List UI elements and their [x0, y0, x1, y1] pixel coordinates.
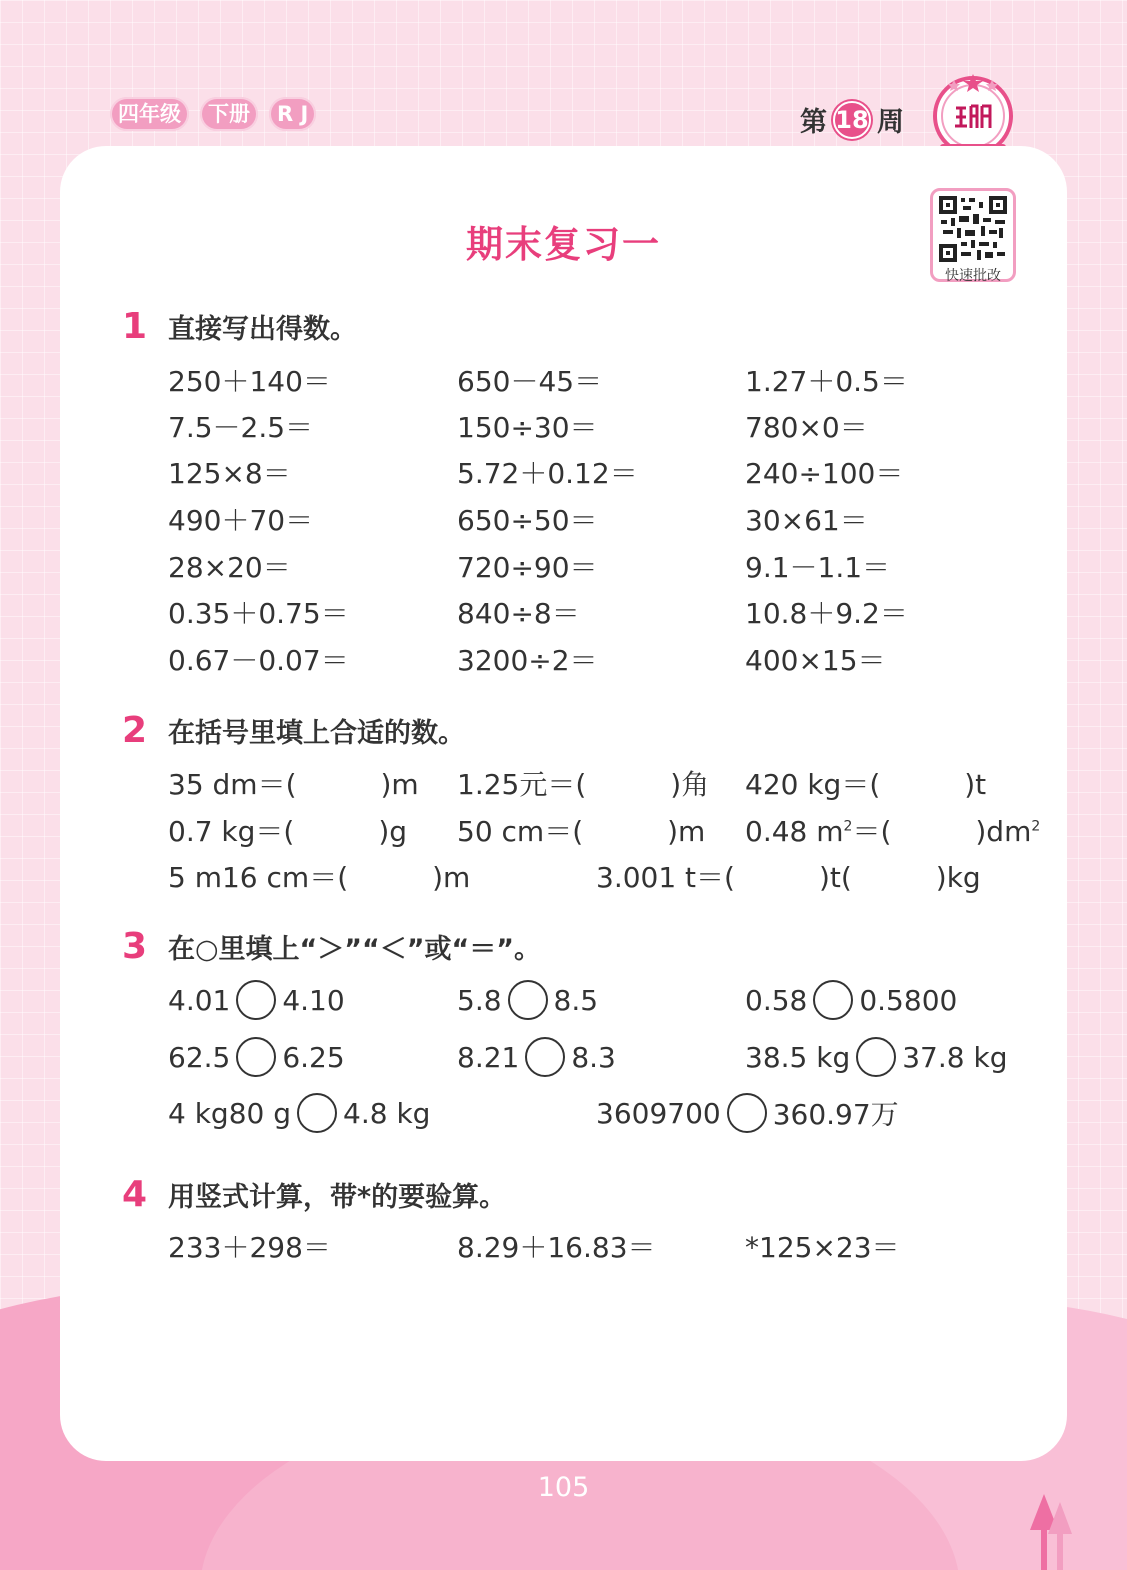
qr-code-icon [939, 196, 1007, 262]
compare-left: 4 kg80 g [168, 1096, 292, 1130]
compare-circle[interactable] [236, 980, 276, 1020]
compare-item [596, 1093, 899, 1133]
section-number: 4 [122, 1174, 148, 1215]
calc-item: 3200÷2＝ [457, 644, 598, 677]
calc-item: 400×15＝ [745, 644, 886, 677]
calc-item: 720÷90＝ [457, 551, 598, 584]
week-number-badge: 18 [833, 101, 871, 139]
grade-tags [110, 97, 316, 131]
grade-tag: 四年级 [110, 97, 189, 131]
week-suffix: 周 [877, 107, 904, 138]
compare-left: 62.5 [168, 1040, 231, 1074]
compare-right: 8.3 [571, 1040, 616, 1074]
calc-item: 10.8＋9.2＝ [745, 597, 908, 630]
superscript: 2 [843, 818, 853, 835]
compare-left: 38.5 kg [745, 1040, 851, 1074]
fill-blank-item: 35 dm＝( )m [168, 768, 419, 801]
fill-blank-item: 420 kg＝( )t [745, 768, 987, 801]
arrow-decoration-icon [1028, 1490, 1078, 1570]
compare-item [745, 980, 957, 1020]
edition-tag: R J [269, 97, 316, 131]
compare-right: 4.8 kg [343, 1096, 431, 1130]
calc-item: 650÷50＝ [457, 504, 598, 537]
compare-right: 0.5800 [859, 983, 958, 1017]
calc-item: 840÷8＝ [457, 597, 580, 630]
vertical-calc-item: 8.29＋16.83＝ [457, 1231, 656, 1264]
fill-blank-item [745, 810, 1040, 850]
compare-circle[interactable] [813, 980, 853, 1020]
vertical-calc-item: *125×23＝ [745, 1231, 900, 1264]
week-prefix: 第 [800, 107, 827, 138]
compare-left: 8.21 [457, 1040, 520, 1074]
section-title: 在括号里填上合适的数。 [168, 718, 465, 749]
section-1-heading [122, 306, 357, 347]
section-4-heading [122, 1174, 506, 1215]
volume-tag: 下册 [200, 97, 258, 131]
compare-circle[interactable] [856, 1037, 896, 1077]
section-title: 直接写出得数。 [168, 314, 357, 345]
compare-circle[interactable] [236, 1037, 276, 1077]
calc-item: 240÷100＝ [745, 457, 904, 490]
calc-item: 250＋140＝ [168, 365, 331, 398]
compare-circle[interactable] [297, 1093, 337, 1133]
section-number: 1 [122, 306, 148, 347]
compare-item [457, 980, 598, 1020]
qr-label: 快速批改 [945, 268, 1001, 284]
section-title: 在○里填上“＞”“＜”或“＝”。 [168, 934, 542, 965]
calc-item: 9.1－1.1＝ [745, 551, 891, 584]
calc-item: 30×61＝ [745, 504, 868, 537]
section-3-heading [122, 926, 541, 967]
compare-right: 37.8 kg [902, 1040, 1008, 1074]
compare-circle[interactable] [525, 1037, 565, 1077]
compare-circle[interactable] [508, 980, 548, 1020]
compare-right: 360.97万 [772, 1098, 899, 1131]
compare-right: 8.5 [553, 983, 599, 1017]
page-number: 105 [537, 1472, 590, 1503]
calc-item: 490＋70＝ [168, 504, 314, 537]
compare-left: 4.01 [168, 983, 231, 1017]
compare-item [745, 1037, 1007, 1077]
compare-left: 5.8 [457, 983, 502, 1017]
item-part: ＝( )dm [852, 815, 1032, 848]
section-number: 2 [122, 710, 148, 751]
compare-right: 6.25 [282, 1040, 345, 1074]
compare-left: 3609700 [596, 1096, 721, 1130]
page-title: 期末复习一 [466, 223, 661, 266]
compare-item [168, 1093, 430, 1133]
fill-blank-item: 0.7 kg＝( )g [168, 815, 408, 848]
calc-item: 0.35＋0.75＝ [168, 597, 349, 630]
fill-blank-item: 1.25元＝( )角 [457, 768, 710, 801]
calc-item: 125×8＝ [168, 457, 291, 490]
qr-code-box[interactable] [930, 188, 1016, 282]
item-part: 0.48 m [745, 815, 844, 848]
superscript: 2 [1031, 818, 1041, 835]
calc-item: 780×0＝ [745, 411, 868, 444]
calc-item: 7.5－2.5＝ [168, 411, 314, 444]
calc-item: 0.67－0.07＝ [168, 644, 349, 677]
week-indicator [800, 100, 904, 139]
fill-blank-item: 3.001 t＝( )t( )kg [596, 861, 981, 894]
section-2-heading [122, 710, 465, 751]
calc-item: 5.72＋0.12＝ [457, 457, 638, 490]
compare-circle[interactable] [727, 1093, 767, 1133]
compare-item [168, 980, 345, 1020]
calc-item: 150÷30＝ [457, 411, 598, 444]
calc-item: 28×20＝ [168, 551, 291, 584]
fill-blank-item: 50 cm＝( )m [457, 815, 706, 848]
calc-item: 1.27＋0.5＝ [745, 365, 908, 398]
section-title: 用竖式计算，带*的要验算。 [168, 1182, 507, 1213]
compare-right: 4.10 [282, 983, 345, 1017]
calc-item: 650－45＝ [457, 365, 603, 398]
compare-item [457, 1037, 616, 1077]
section-number: 3 [122, 926, 148, 967]
compare-item [168, 1037, 345, 1077]
compare-left: 0.58 [745, 983, 808, 1017]
vertical-calc-item: 233＋298＝ [168, 1231, 331, 1264]
fill-blank-item: 5 m16 cm＝( )m [168, 861, 471, 894]
